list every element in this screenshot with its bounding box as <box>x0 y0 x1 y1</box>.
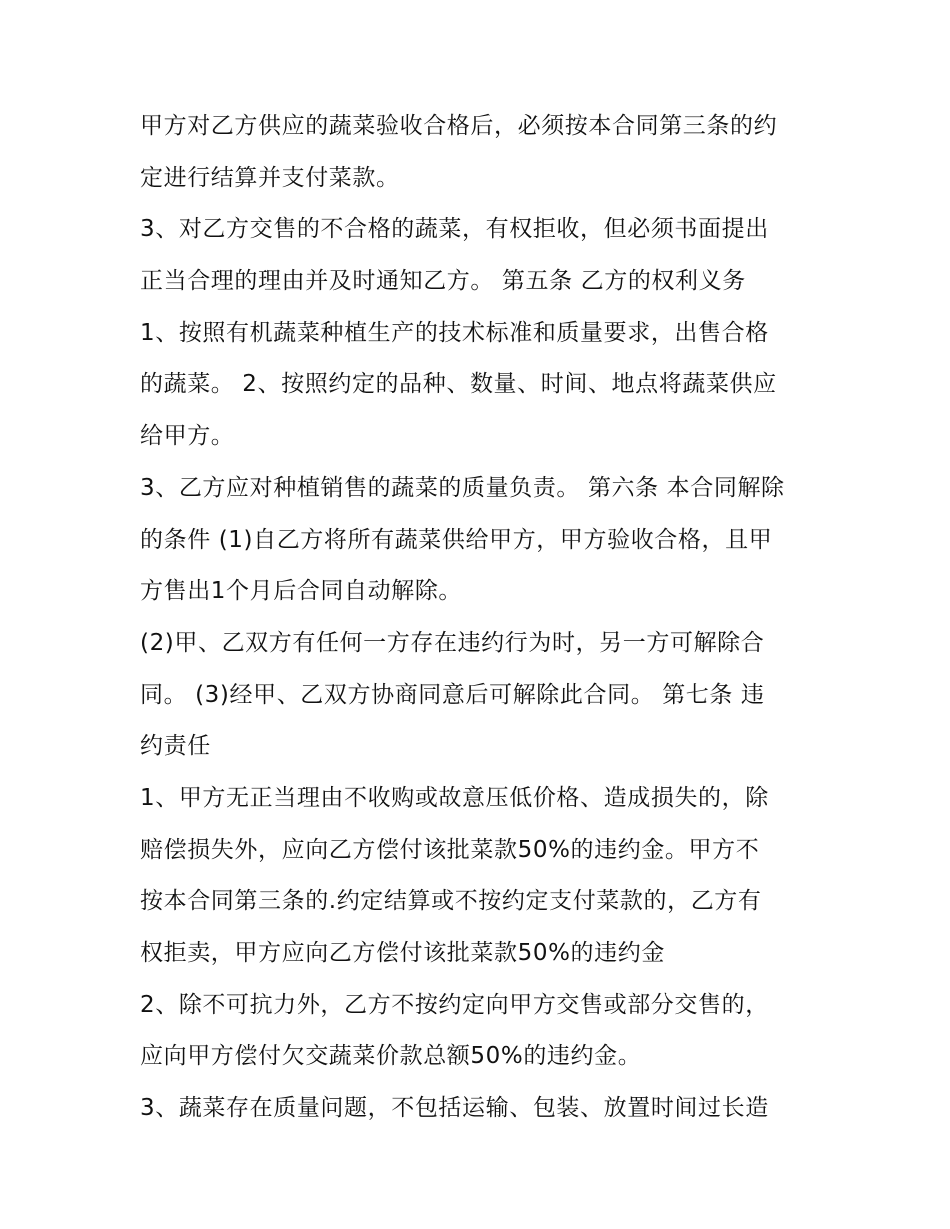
text-line: 1、甲方无正当理由不收购或故意压低价格、造成损失的，除 <box>140 784 769 811</box>
text-line: 权拒卖，甲方应向乙方偿付该批菜款50%的违约金 <box>140 940 665 966</box>
text-line: 的条件 (1)自乙方将所有蔬菜供给甲方，甲方验收合格，且甲 <box>140 526 773 553</box>
text-line: 应向甲方偿付欠交蔬菜价款总额50%的违约金。 <box>140 1043 642 1070</box>
contract-text <box>140 101 820 1135</box>
text-line: 1、按照有机蔬菜种植生产的技术标准和质量要求，出售合格 <box>140 319 769 346</box>
text-line: (2)甲、乙双方有任何一方存在违约行为时，另一方可解除合 <box>140 629 765 656</box>
text-line: 2、除不可抗力外，乙方不按约定向甲方交售或部分交售的， <box>140 991 769 1018</box>
text-line: 3、对乙方交售的不合格的蔬菜，有权拒收，但必须书面提出 <box>140 216 769 243</box>
text-line: 方售出1个月后合同自动解除。 <box>140 578 463 605</box>
text-line: 按本合同第三条的.约定结算或不按约定支付菜款的，乙方有 <box>140 888 762 915</box>
text-line: 的蔬菜。 2、按照约定的品种、数量、时间、地点将蔬菜供应 <box>140 371 777 398</box>
text-line: 同。 (3)经甲、乙双方协商同意后可解除此合同。 第七条 违 <box>140 681 765 708</box>
text-line: 给甲方。 <box>140 423 235 450</box>
text-line: 3、蔬菜存在质量问题，不包括运输、包装、放置时间过长造 <box>140 1095 769 1122</box>
text-line: 甲方对乙方供应的蔬菜验收合格后，必须按本合同第三条的约 <box>140 113 778 139</box>
text-line: 定进行结算并支付菜款。 <box>140 164 400 191</box>
text-line: 赔偿损失外，应向乙方偿付该批菜款50%的违约金。甲方不 <box>140 836 760 863</box>
text-line: 约责任 <box>140 733 211 760</box>
text-line: 3、乙方应对种植销售的蔬菜的质量负责。 第六条 本合同解除 <box>140 474 785 501</box>
text-line: 正当合理的理由并及时通知乙方。 第五条 乙方的权利义务 <box>140 268 746 295</box>
